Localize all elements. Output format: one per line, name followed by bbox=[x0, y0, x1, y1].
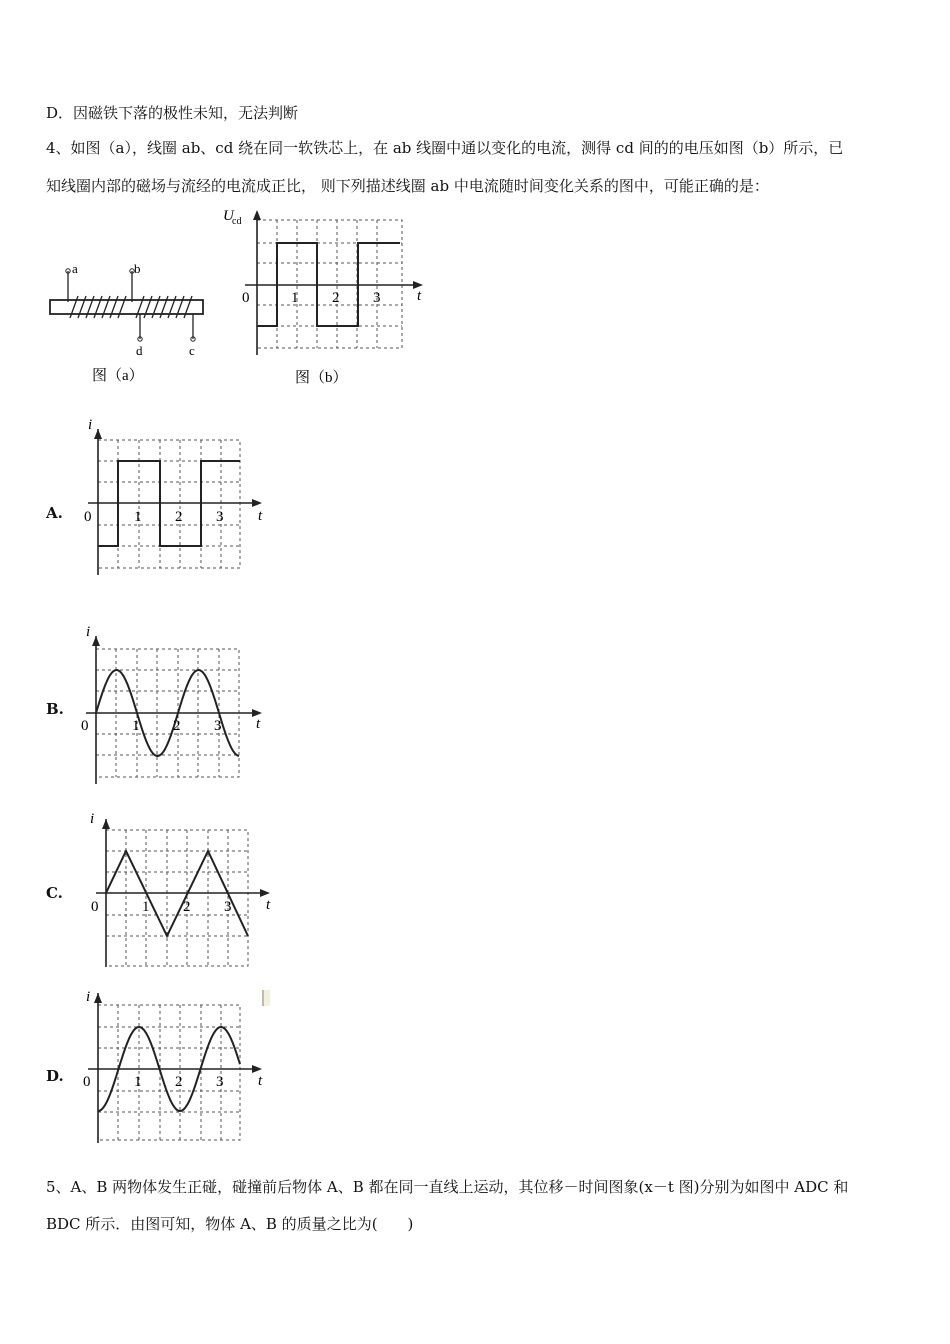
option-b-label[interactable]: B. bbox=[46, 700, 64, 718]
option-b-ylabel: i bbox=[86, 624, 91, 640]
figure-b-caption: 图（b） bbox=[295, 370, 348, 386]
option-a-graph bbox=[78, 415, 278, 580]
option-d-tick-2: 2 bbox=[175, 1074, 183, 1090]
fig-b-xlabel: t bbox=[417, 288, 422, 304]
option-d-label[interactable]: D. bbox=[46, 1067, 64, 1085]
option-c-tick-3: 3 bbox=[224, 899, 232, 915]
option-c-ylabel: i bbox=[90, 811, 95, 827]
q3-option-d bbox=[46, 102, 298, 123]
option-d-tick-0: 0 bbox=[83, 1074, 91, 1090]
option-d-graph bbox=[78, 985, 278, 1150]
figure-a-coil-diagram bbox=[40, 255, 220, 390]
terminal-c-label: c bbox=[189, 343, 195, 358]
option-b-graph bbox=[78, 622, 278, 787]
option-d-xlabel: t bbox=[258, 1073, 263, 1089]
fig-b-ylabel-sub: cd bbox=[232, 216, 242, 227]
option-a-tick-2: 2 bbox=[175, 509, 183, 525]
option-a-ylabel: i bbox=[88, 417, 93, 433]
fig-b-ylabel: U bbox=[223, 208, 234, 224]
option-a-tick-0: 0 bbox=[84, 509, 92, 525]
option-c-graph bbox=[78, 805, 278, 970]
q3-option-d-text: D．因磁铁下落的极性未知，无法判断 bbox=[46, 104, 299, 122]
fig-b-tick-1: 1 bbox=[291, 290, 299, 306]
figure-a-caption: 图（a） bbox=[92, 368, 144, 384]
terminal-b-label: b bbox=[134, 261, 141, 276]
option-a-xlabel: t bbox=[258, 508, 263, 524]
option-a-tick-3: 3 bbox=[216, 509, 224, 525]
option-c-label[interactable]: C. bbox=[46, 884, 63, 902]
option-a-label[interactable]: A. bbox=[46, 504, 63, 522]
fig-b-tick-0: 0 bbox=[242, 290, 250, 306]
fig-b-tick-2: 2 bbox=[332, 290, 340, 306]
terminal-a-label: a bbox=[72, 261, 78, 276]
option-b-tick-2: 2 bbox=[173, 718, 181, 734]
option-d-tick-3: 3 bbox=[216, 1074, 224, 1090]
option-c-tick-1: 1 bbox=[142, 899, 150, 915]
figure-b-voltage-graph bbox=[215, 200, 435, 390]
scan-mark bbox=[262, 990, 270, 1006]
option-b-tick-3: 3 bbox=[214, 718, 222, 734]
q5-stem-line1: 5、A、B 两物体发生正碰，碰撞前后物体 A、B 都在同一直线上运动，其位移－时间图象(x－t 图)分别为如图中 ADC 和 bbox=[46, 1178, 849, 1196]
option-d-tick-1: 1 bbox=[134, 1074, 142, 1090]
option-c-xlabel: t bbox=[266, 897, 271, 913]
fig-b-tick-3: 3 bbox=[373, 290, 381, 306]
option-a-tick-1: 1 bbox=[134, 509, 142, 525]
option-c-tick-2: 2 bbox=[183, 899, 191, 915]
option-b-tick-0: 0 bbox=[81, 718, 89, 734]
option-d-ylabel: i bbox=[86, 989, 91, 1005]
q4-stem-line1: 4、如图（a），线圈 ab、cd 绕在同一软铁芯上，在 ab 线圈中通以变化的电流，测得 cd 间的的电压如图（b）所示，已 bbox=[46, 139, 844, 157]
q4-stem-line2: 知线圈内部的磁场与流经的电流成正比， 则下列描述线圈 ab 中电流随时间变化关系的图中，可能正确的是： bbox=[46, 177, 769, 195]
option-b-tick-1: 1 bbox=[132, 718, 140, 734]
option-c-tick-0: 0 bbox=[91, 899, 99, 915]
terminal-d-label: d bbox=[136, 343, 143, 358]
q5-stem-line2: BDC 所示．由图可知，物体 A、B 的质量之比为( ) bbox=[46, 1215, 414, 1233]
option-b-xlabel: t bbox=[256, 716, 261, 732]
